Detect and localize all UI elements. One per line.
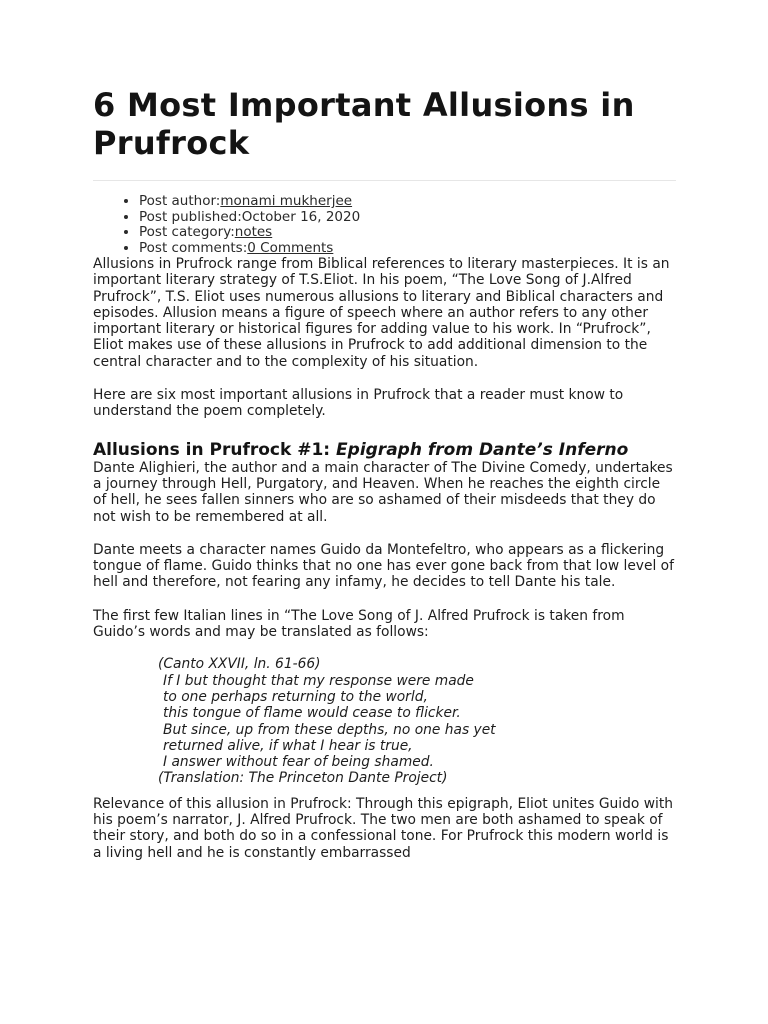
title-divider [93, 180, 676, 181]
meta-published-label: Post published: [139, 208, 242, 225]
quote-line: this tongue of flame would cease to flicker. [163, 705, 461, 722]
section1-paragraph-3: The first few Italian lines in “The Love Song of J. Alfred Prufrock is taken from Guido’s words and may be translated as follows: [93, 607, 625, 641]
section1-paragraph-1: Dante Alighieri, the author and a main character of The Divine Comedy, undertakes a journey through Hell, Purgatory, and Heaven. When he reaches the eighth circle of hell, he sees fallen sinners who are so ashamed of their misdeeds that they do not wish to be remembered at all. [93, 459, 673, 525]
author-link[interactable]: monami mukherjee [220, 193, 353, 209]
section1-paragraph-4: Relevance of this allusion in Prufrock: Through this epigraph, Eliot unites Guido with his poem’s narrator, J. Alfred Prufrock. The two men are both ashamed to speak of their story, and both do so in a confessional tone. For Prufrock this modern world is a living hell and he is constantly embarrassed [93, 795, 673, 861]
page-title: 6 Most Important Allusions in Prufrock [93, 86, 635, 162]
section1-paragraph-2: Dante meets a character names Guido da Montefeltro, who appears as a flickering tongue of flame. Guido thinks that no one has ever gone back from that low level of hell and therefore, not fearing any infamy, he decides to tell Dante his tale. [93, 541, 674, 591]
meta-author-label: Post author: [139, 193, 221, 209]
category-link[interactable]: notes [234, 224, 273, 240]
article [93, 86, 676, 861]
meta-comments-label: Post comments: [139, 239, 248, 256]
meta-category [139, 225, 676, 241]
quote-source: (Canto XXVII, ln. 61-66) [158, 656, 321, 673]
section-heading-emphasis: Epigraph from Dante’s Inferno [336, 439, 629, 460]
comments-link[interactable]: 0 Comments [247, 239, 334, 256]
post-meta-list [93, 194, 676, 256]
quote-line: returned alive, if what I hear is true, [163, 737, 413, 754]
meta-author [139, 194, 676, 210]
section-heading-prefix: Allusions in Prufrock #1: [93, 439, 337, 460]
section-heading-1 [93, 440, 676, 460]
quote-line: to one perhaps returning to the world, [163, 688, 428, 705]
quote-line: If I but thought that my response were made [163, 672, 474, 689]
intro-paragraph-2: Here are six most important allusions in Prufrock that a reader must know to understand the poem completely. [93, 387, 624, 420]
meta-comments [139, 241, 676, 257]
poem-quote [158, 656, 676, 786]
intro-paragraph-1: Allusions in Prufrock range from Biblical references to literary masterpieces. It is an important literary strategy of T.S.Eliot. In his poem, “The Love Song of J.Alfred Prufrock”, T.S. Eliot uses numerous allusions to literary and Biblical characters and episodes. Allusion means a figure of speech where an author refers to any other important literary or historical figures for adding value to his work. In “Prufrock”, Eliot makes use of these allusions in Prufrock to add additional dimension to the central character and to the complexity of his situation. [93, 256, 670, 370]
meta-category-label: Post category: [139, 224, 235, 240]
meta-published [139, 210, 676, 226]
quote-line: But since, up from these depths, no one has yet [163, 721, 496, 738]
published-date: October 16, 2020 [241, 208, 361, 225]
quote-line: I answer without fear of being shamed. [163, 754, 434, 771]
quote-translation: (Translation: The Princeton Dante Project) [158, 770, 448, 787]
